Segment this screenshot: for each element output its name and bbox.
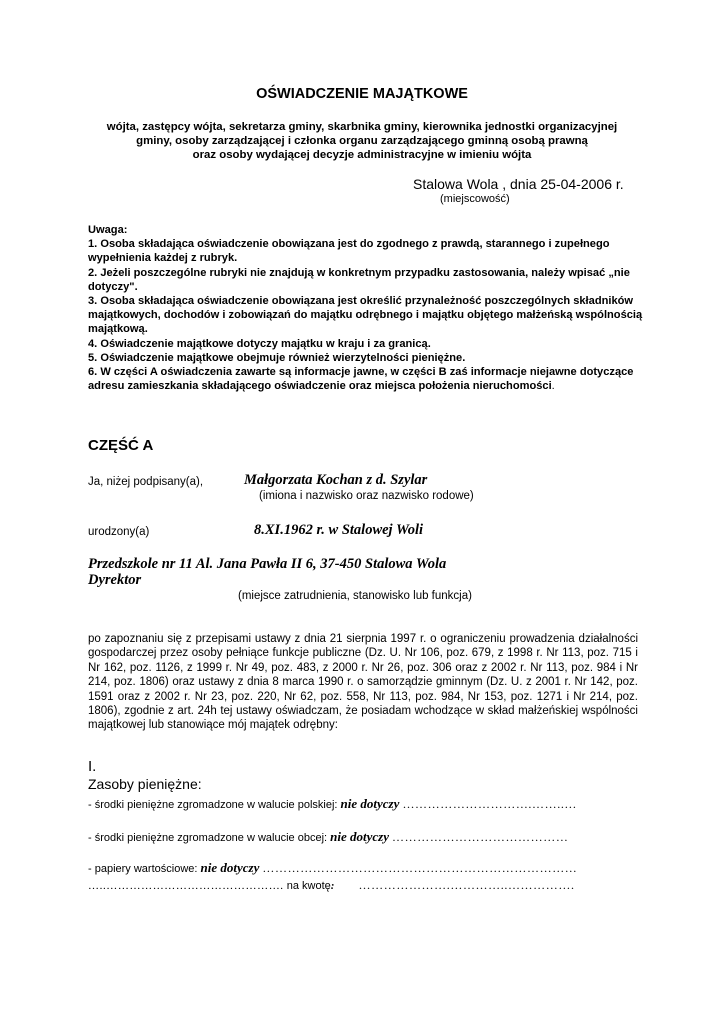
section-title: Zasoby pieniężne: <box>88 776 202 792</box>
pln-value: nie dotyczy <box>340 796 400 811</box>
pln-dots: ………………………….……..… <box>402 797 578 811</box>
pln-row <box>88 796 577 812</box>
notes-block <box>88 223 648 393</box>
amount-dots-left: …..………………………………………. <box>88 880 284 892</box>
fx-label: - środki pieniężne zgromadzone w walucie obcej: <box>88 832 328 844</box>
fx-row <box>88 829 568 845</box>
amount-colon: : <box>330 880 335 892</box>
securities-dots: ………………………………………………………………… <box>262 861 578 875</box>
fx-value: nie dotyczy <box>330 829 389 844</box>
note-item-text: 6. W części A oświadczenia zawarte są informacje jawne, w części B zaś informacje niejawne dotyczące adresu zamieszkania składającego oświadczenie oraz miejsca położenia nieruchomości <box>88 366 634 393</box>
note-item: 4. Oświadczenie majątkowe dotyczy majątku w kraju i za granicą. <box>88 337 431 350</box>
amount-row <box>88 878 575 893</box>
section-roman: I. <box>88 758 97 775</box>
note-item: 1. Osoba składająca oświadczenie obowiązana jest do zgodnego z prawdą, starannego i zupełnego wypełnienia każdej z rubryk. <box>88 238 610 265</box>
born-label: urodzony(a) <box>88 526 150 538</box>
signatory-value: Małgorzata Kochan z d. Szylar <box>244 472 428 488</box>
note-final-period: . <box>551 380 555 393</box>
amount-label: na kwotę <box>286 880 331 892</box>
note-item: 3. Osoba składająca oświadczenie obowiązana jest określić przynależność poszczególnych składników majątkowych, dochodów i zobowiązań do majątku odrębnego i majątku objętego małżeńską wspólnością majątkową. <box>88 295 643 336</box>
signatory-caption: (imiona i nazwisko oraz nazwisko rodowe) <box>259 490 474 502</box>
note-item-6 <box>88 365 648 393</box>
part-a-heading: CZĘŚĆ A <box>88 437 154 454</box>
document-subtitle <box>60 120 664 162</box>
declaration-paragraph: po zapoznaniu się z przepisami ustawy z dnia 21 sierpnia 1997 r. o ograniczeniu prowadzenia działalności gospodarczej przez osoby pełniące funkcje publiczne (Dz. U. Nr 106, poz. 679, z 1998 r. Nr 113, poz. 715 i Nr 162, poz. 1126, z 1999 r. Nr 49, poz. 483, z 2000 r. Nr 26, poz. 306 oraz z 2002 r. Nr 113, poz. 984 i Nr 214, poz. 1806) oraz ustawy z dnia 8 marca 1990 r. o samorządzie gminnym (Dz. U. z 2001 r. Nr 142, poz. 1591 oraz z 2002 r. Nr 23, poz. 220, Nr 62, poz. 558, Nr 113, poz. 984, Nr 153, poz. 1271 i Nr 214, poz. 1806), zgodnie z art. 24h tej ustawy oświadczam, że posiadam wchodzące w skład małżeńskiej wspólności majątkowej lub stanowiące mój majątek odrębny: <box>88 633 638 732</box>
subtitle-line: wójta, zastępcy wójta, sekretarza gminy, skarbnika gminy, kierownika jednostki organizacyjnej <box>106 121 618 133</box>
employment-caption: (miejsce zatrudnienia, stanowisko lub funkcja) <box>238 590 472 602</box>
securities-label: - papiery wartościowe: <box>88 863 198 875</box>
pln-label: - środki pieniężne zgromadzone w walucie polskiej: <box>88 799 338 811</box>
note-item: 2. Jeżeli poszczególne rubryki nie znajdują w konkretnym przypadku zastosowania, należy wpisać „nie dotyczy". <box>88 266 630 293</box>
born-value: 8.XI.1962 r. w Stalowej Woli <box>254 522 424 538</box>
subtitle-line: gminy, osoby zarządzającej i członka organu zarządzającego gminną osobą prawną <box>136 135 588 147</box>
amount-dots-right: ………………….…………..……………. <box>358 878 575 892</box>
place-date: Stalowa Wola , dnia 25-04-2006 r. <box>413 176 624 192</box>
employment-line-1: Przedszkole nr 11 Al. Jana Pawła II 6, 37-450 Stalowa Wola <box>88 556 447 572</box>
securities-value: nie dotyczy <box>200 860 260 875</box>
place-caption: (miejscowość) <box>440 193 510 205</box>
signatory-label: Ja, niżej podpisany(a), <box>88 476 204 488</box>
employment-line-2: Dyrektor <box>88 572 142 588</box>
note-item: 5. Oświadczenie majątkowe obejmuje również wierzytelności pieniężne. <box>88 351 466 364</box>
notes-header: Uwaga: <box>88 224 128 236</box>
subtitle-line: oraz osoby wydającej decyzje administracyjne w imieniu wójta <box>192 149 532 161</box>
document-title: OŚWIADCZENIE MAJĄTKOWE <box>256 86 468 102</box>
securities-row <box>88 860 577 876</box>
fx-dots: …………………………………… <box>392 830 569 844</box>
